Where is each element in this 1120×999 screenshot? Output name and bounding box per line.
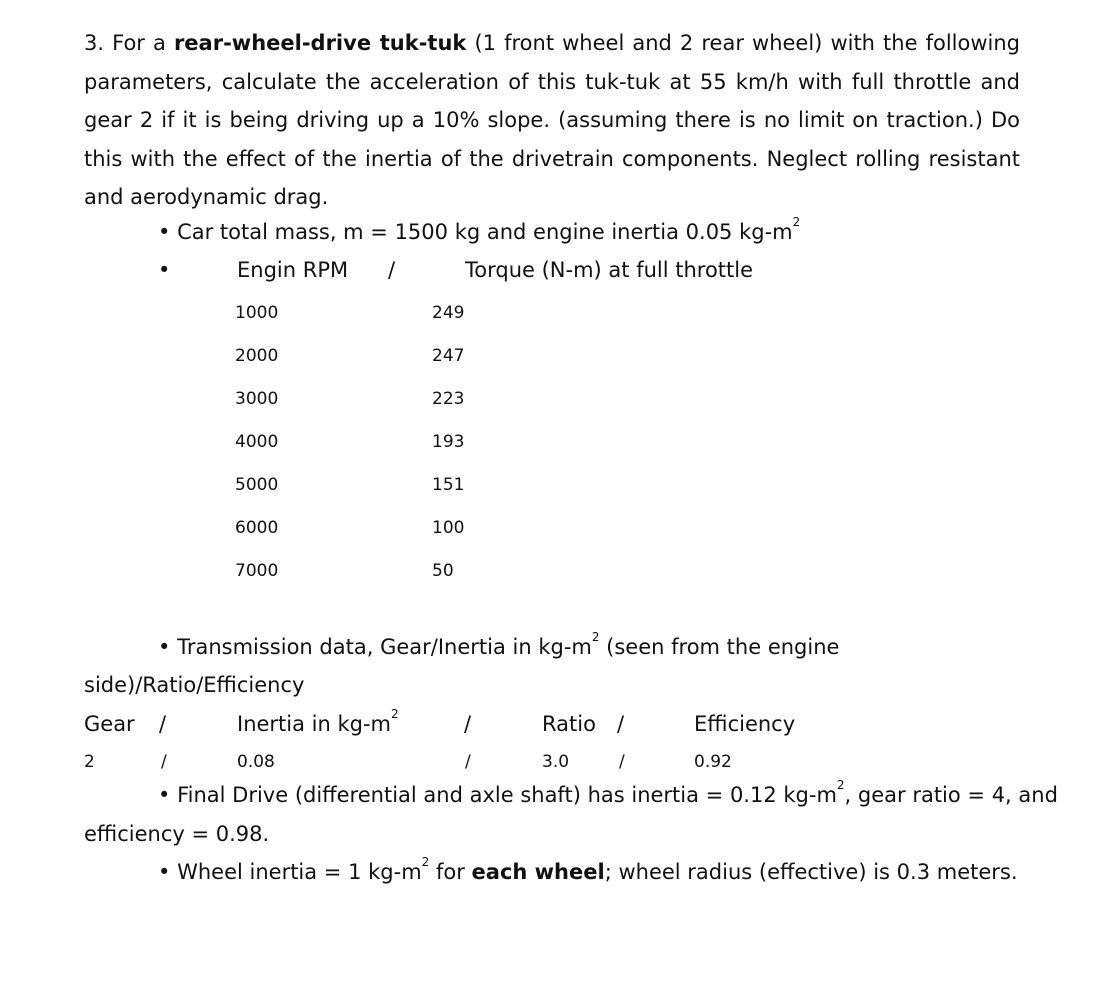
- ratio-value: 3.0: [542, 752, 570, 772]
- torque-value-cell: 100: [432, 518, 465, 538]
- transmission-sup: 2: [591, 630, 600, 644]
- gear-row-sep-1: /: [161, 752, 167, 772]
- torque-value-cell: 193: [432, 432, 465, 452]
- torque-rpm-cell: 6000: [235, 518, 279, 538]
- gear-row-sep-2: /: [465, 752, 471, 772]
- mass-text: Car total mass, m = 1500 kg and engine inertia 0.05 kg-m: [177, 220, 793, 244]
- problem-text-body: (1 front wheel and 2 rear wheel) with the following parameters, calculate the acceleration of this tuk-tuk at 55 km/h with full throttle and gear 2 if it is being driving up a 10% slope. (assuming there is no limit on traction.) Do this with the effect of the inertia of the drivetrain components. Neglect rolling resistant and aerodynamic drag.: [84, 31, 1020, 209]
- inertia-header: [237, 707, 399, 736]
- transmission-bullet: [158, 630, 840, 659]
- torque-rpm-cell: 7000: [235, 561, 279, 581]
- inertia-header-sup: 2: [391, 707, 399, 721]
- final-drive-text-a: Final Drive (differential and axle shaft) has inertia = 0.12 kg-m: [177, 783, 837, 807]
- wheel-bullet: [158, 855, 1018, 884]
- torque-value-cell: 223: [432, 389, 465, 409]
- torque-header-sep: /: [388, 258, 396, 282]
- gear-header-sep-3: /: [617, 712, 625, 736]
- wheel-text-c: ; wheel radius (effective) is 0.3 meters.: [604, 860, 1018, 884]
- problem-text-intro: For a: [112, 31, 166, 55]
- wheel-text-b: for: [429, 860, 472, 884]
- gear-header-sep-2: /: [464, 712, 472, 736]
- efficiency-value: 0.92: [694, 752, 732, 772]
- problem-statement: [84, 24, 1020, 217]
- torque-rpm-cell: 5000: [235, 475, 279, 495]
- torque-header-torque: Torque (N-m) at full throttle: [465, 258, 754, 282]
- wheel-sup: 2: [421, 855, 430, 869]
- bullet-symbol: •: [158, 258, 171, 282]
- transmission-continuation: side)/Ratio/Efficiency: [84, 673, 305, 697]
- bullet-symbol: •: [158, 860, 171, 884]
- mass-sup: 2: [792, 215, 801, 229]
- torque-bullet: [158, 258, 170, 282]
- bullet-symbol: •: [158, 635, 171, 659]
- problem-bold-vehicle: rear-wheel-drive tuk-tuk: [173, 31, 467, 55]
- torque-header-rpm: Engin RPM: [237, 258, 349, 282]
- bullet-symbol: •: [158, 783, 171, 807]
- mass-bullet: [158, 215, 801, 244]
- final-drive-continuation: efficiency = 0.98.: [84, 822, 270, 846]
- efficiency-header: Efficiency: [694, 712, 796, 736]
- wheel-text-a: Wheel inertia = 1 kg-m: [177, 860, 422, 884]
- torque-rpm-cell: 4000: [235, 432, 279, 452]
- inertia-value: 0.08: [237, 752, 275, 772]
- wheel-bold: each wheel: [471, 860, 605, 884]
- bullet-symbol: •: [158, 220, 171, 244]
- torque-value-cell: 50: [432, 561, 454, 581]
- torque-rpm-cell: 1000: [235, 303, 279, 323]
- problem-number: 3.: [84, 31, 105, 55]
- ratio-header: Ratio: [542, 712, 596, 736]
- final-drive-bullet: [158, 778, 1058, 807]
- transmission-tail: (seen from the engine: [599, 635, 840, 659]
- torque-value-cell: 151: [432, 475, 465, 495]
- gear-header-sep-1: /: [159, 712, 167, 736]
- gear-header: Gear: [84, 712, 135, 736]
- torque-rpm-cell: 3000: [235, 389, 279, 409]
- gear-row-sep-3: /: [619, 752, 625, 772]
- torque-rpm-cell: 2000: [235, 346, 279, 366]
- gear-value: 2: [84, 752, 95, 772]
- torque-value-cell: 249: [432, 303, 465, 323]
- final-drive-text-b: , gear ratio = 4, and: [844, 783, 1058, 807]
- inertia-header-text: Inertia in kg-m: [237, 712, 392, 736]
- final-drive-sup: 2: [836, 778, 845, 792]
- torque-value-cell: 247: [432, 346, 465, 366]
- transmission-text: Transmission data, Gear/Inertia in kg-m: [177, 635, 592, 659]
